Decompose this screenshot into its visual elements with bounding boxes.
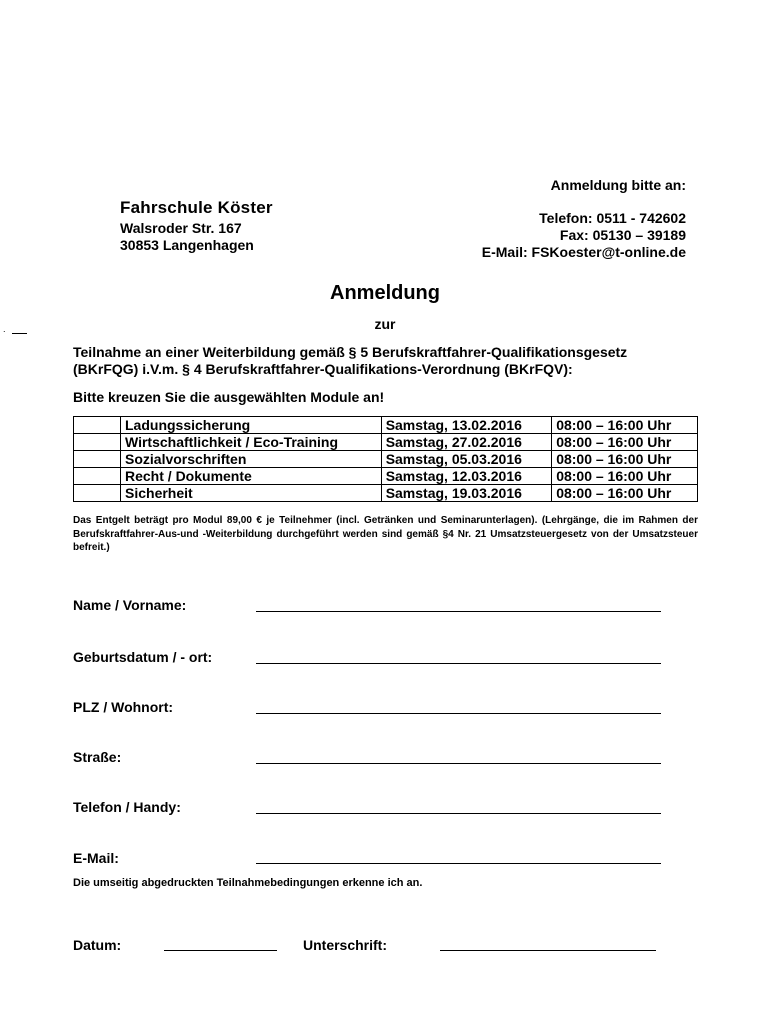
date-field[interactable] [164, 950, 277, 951]
page-title: Anmeldung [330, 282, 440, 304]
module-row [74, 485, 698, 502]
module-time: 08:00 – 16:00 Uhr [552, 434, 698, 451]
sender-city: 30853 Langenhagen [120, 237, 254, 253]
module-date: Samstag, 12.03.2016 [381, 468, 552, 485]
birth-label: Geburtsdatum / - ort: [73, 649, 213, 665]
module-checkbox[interactable] [74, 485, 121, 502]
module-checkbox[interactable] [74, 468, 121, 485]
module-time: 08:00 – 16:00 Uhr [552, 417, 698, 434]
date-label: Datum: [73, 937, 122, 953]
module-row [74, 417, 698, 434]
module-table [73, 416, 698, 502]
recipient-email: E-Mail: FSKoester@t-online.de [481, 244, 686, 260]
module-name: Wirtschaftlichkeit / Eco-Training [121, 434, 382, 451]
module-checkbox[interactable] [74, 451, 121, 468]
fee-note: Das Entgelt beträgt pro Modul 89,00 € je Teilnehmer (incl. Getränken und Seminarunterlagen). (Lehrgänge, die im Rahmen der Berufskraftfahrer-Aus-und -Weiterbildung durchgeführt werden sind gemäß §4 Nr. 21 Umsatzsteuergesetz von der Umsatzsteuer befreit.) [73, 515, 698, 553]
module-row [74, 451, 698, 468]
name-label: Name / Vorname: [73, 597, 187, 613]
module-name: Recht / Dokumente [121, 468, 382, 485]
sender-name: Fahrschule Köster [120, 198, 273, 217]
module-date: Samstag, 13.02.2016 [381, 417, 552, 434]
signature-field[interactable] [440, 950, 656, 951]
street-field[interactable] [256, 763, 661, 764]
intro-instruction: Bitte kreuzen Sie die ausgewählten Module an! [73, 389, 385, 405]
name-field[interactable] [256, 611, 661, 612]
module-time: 08:00 – 16:00 Uhr [552, 468, 698, 485]
recipient-fax: Fax: 05130 – 39189 [559, 227, 686, 243]
intro-line-2: (BKrFQG) i.V.m. § 4 Berufskraftfahrer-Qualifikations-Verordnung (BKrFQV): [73, 361, 573, 377]
module-date: Samstag, 27.02.2016 [381, 434, 552, 451]
email-field[interactable] [256, 863, 661, 864]
module-name: Ladungssicherung [121, 417, 382, 434]
margin-mark [12, 333, 27, 334]
module-row [74, 468, 698, 485]
module-row [74, 434, 698, 451]
street-label: Straße: [73, 749, 122, 765]
phone-field[interactable] [256, 813, 661, 814]
module-name: Sozialvorschriften [121, 451, 382, 468]
email-label: E-Mail: [73, 850, 119, 866]
recipient-phone: Telefon: 0511 - 742602 [539, 210, 686, 226]
margin-dot: . [3, 324, 6, 334]
sender-street: Walsroder Str. 167 [120, 220, 242, 236]
acceptance-text: Die umseitig abgedruckten Teilnahmebedingungen erkenne ich an. [73, 877, 423, 889]
module-time: 08:00 – 16:00 Uhr [552, 485, 698, 502]
intro-line-1: Teilnahme an einer Weiterbildung gemäß § 5 Berufskraftfahrer-Qualifikationsgesetz [73, 344, 628, 360]
page-subtitle: zur [374, 316, 396, 332]
signature-label: Unterschrift: [303, 937, 388, 953]
module-date: Samstag, 05.03.2016 [381, 451, 552, 468]
plz-label: PLZ / Wohnort: [73, 699, 174, 715]
plz-field[interactable] [256, 713, 661, 714]
phone-label: Telefon / Handy: [73, 799, 181, 815]
module-time: 08:00 – 16:00 Uhr [552, 451, 698, 468]
recipient-heading: Anmeldung bitte an: [550, 177, 686, 193]
module-checkbox[interactable] [74, 417, 121, 434]
birth-field[interactable] [256, 663, 661, 664]
module-date: Samstag, 19.03.2016 [381, 485, 552, 502]
module-checkbox[interactable] [74, 434, 121, 451]
module-name: Sicherheit [121, 485, 382, 502]
